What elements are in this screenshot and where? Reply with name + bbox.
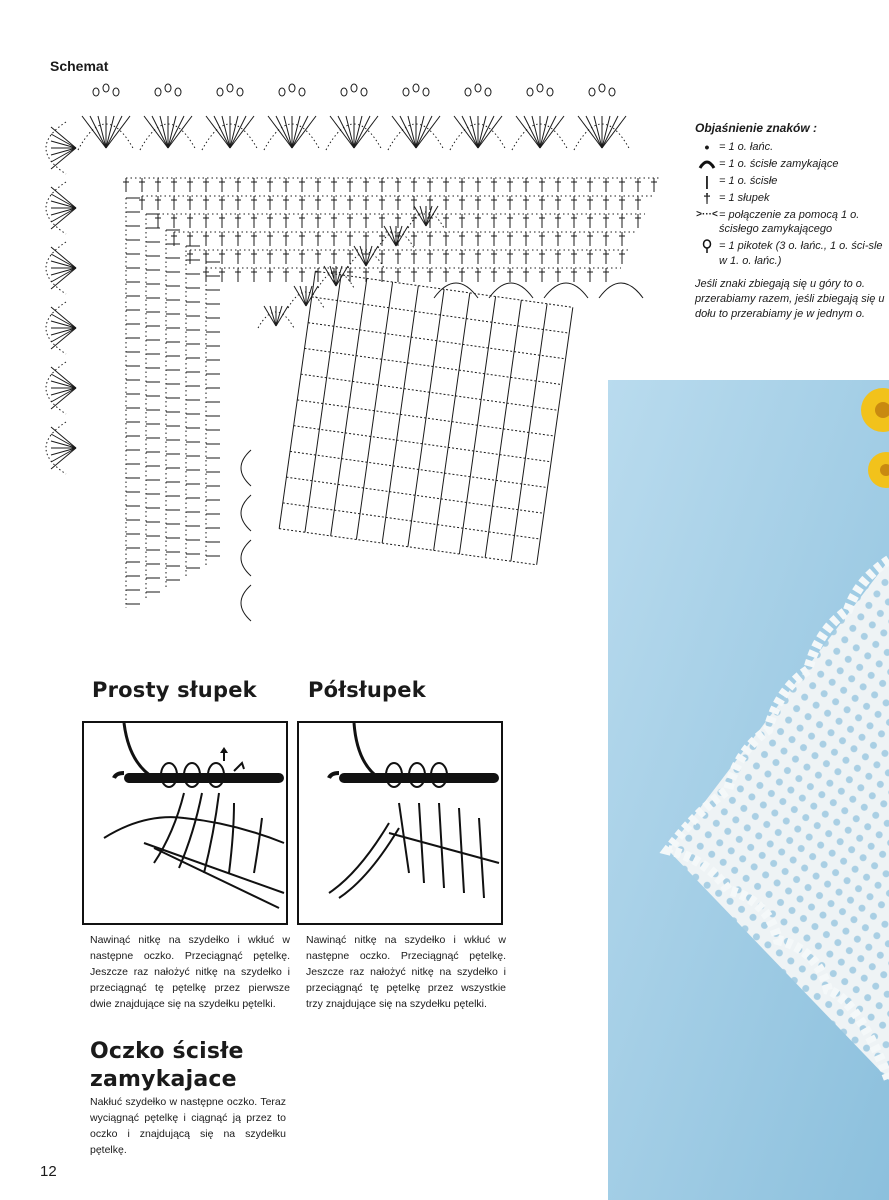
cross-icon: † [703, 189, 711, 206]
section-title-polslupek: Półsłupek [308, 678, 426, 702]
legend-item: = 1 pikotek (3 o. łańc., 1 o. ści-sle w 1. o. łańc.) [695, 239, 889, 269]
section-title-oczko-scisle: Oczko ścisłe zamykajace [90, 1039, 244, 1092]
legend-item: | = 1 o. ścisłe [695, 174, 889, 189]
schema-title: Schemat [50, 58, 109, 74]
illustration-polslupek [297, 721, 503, 925]
page-number: 12 [40, 1163, 57, 1180]
picot-icon [695, 239, 719, 255]
doily-photo [608, 380, 889, 1200]
instructions-polslupek: Nawinąć nitkę na szydełko i wkłuć w następne oczko. Przeciągnąć pętelkę. Jeszcze raz nałożyć nitkę na szydełko i przeciągnąć tę pętelkę przez wszystkie trzy znajdujące się na szydełku pętelki. [306, 934, 506, 1010]
arc-icon [695, 157, 719, 171]
legend-item: † = 1 słupek [695, 191, 889, 206]
join-icon: >···< [696, 208, 718, 220]
legend-item: = 1 o. ścisłe zamykające [695, 157, 889, 172]
crochet-chart-diagram [36, 78, 676, 638]
section-title-prosty-slupek: Prosty słupek [92, 678, 257, 702]
dot-icon: • [704, 139, 710, 156]
vertical-bar-icon: | [705, 172, 709, 189]
legend [695, 120, 889, 321]
instructions-oczko-scisle: Nakłuć szydełko w następne oczko. Teraz wyciągnąć pętelkę i ciągnąć ją przez to oczko i znajdującą się na szydełku pętelkę. [90, 1096, 286, 1156]
legend-title: Objaśnienie znaków : [695, 121, 818, 135]
instructions-prosty-slupek: Nawinąć nitkę na szydełko i wkłuć w następne oczko. Przeciągnąć pętelkę. Jeszcze raz nałożyć nitkę na szydełko i przeciągnąć tę pętelkę przez pierwsze dwie znajdujące się na szydełku pętelki. [90, 934, 290, 1010]
illustration-prosty-slupek [82, 721, 288, 925]
legend-note: Jeśli znaki zbiegają się u góry to o. przerabiamy razem, jeśli zbiegają się u dołu to przerabiamy je w jednym o. [695, 277, 885, 320]
legend-item: • = 1 o. łańc. [695, 140, 889, 155]
legend-item: >···< = połączenie za pomocą 1 o. ścisłego zamykającego [696, 208, 860, 236]
